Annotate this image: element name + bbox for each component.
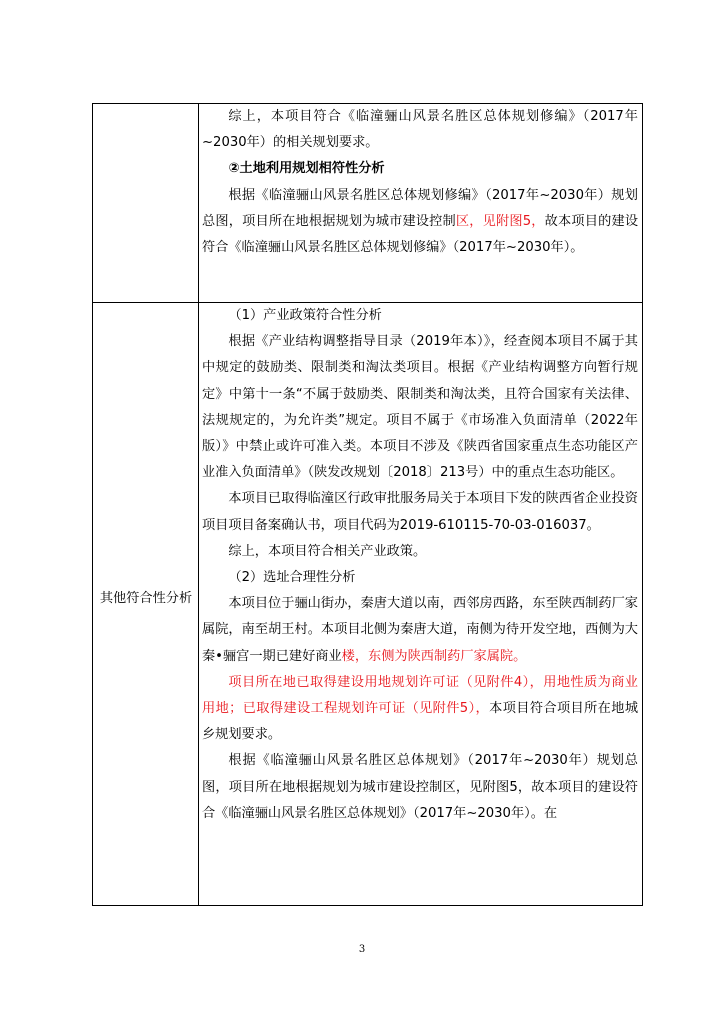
permit-paragraph (202, 670, 638, 749)
table-row-other-compliance (93, 303, 642, 905)
location-text: 本项目位于骊山街办，秦唐大道以南，西邻房西路，东至陕西制药厂家属院，南至胡王村。本项目北侧为秦唐大道，南侧为待开发空地，西侧为大秦•骊宫一期已建好商业 (202, 596, 638, 664)
location-text-highlight: 楼，东侧为陕西制药厂家属院。 (341, 648, 527, 664)
content-cell-land-use (199, 104, 642, 302)
land-use-text-highlight: 区，见附图5， (455, 213, 545, 229)
master-plan-paragraph: 根据《临潼骊山风景名胜区总体规划》（2017年~2030年）规划总图，项目所在地根据规划为城市建设控制区，见附图5，故本项目的建设符合《临潼骊山风景名胜区总体规划》（2017年~2030年）。在 (202, 753, 638, 821)
analysis-table (92, 103, 643, 906)
label-cell-empty (93, 104, 199, 302)
site-selection-heading: （2）选址合理性分析 (228, 570, 356, 586)
page-number: 3 (358, 944, 366, 955)
land-use-text-c: 故本项目的建设符合《临潼骊山风景名胜区总体规划修编》（2017年~2030年）。 (202, 213, 639, 256)
conclusion-paragraph: 综上，本项目符合《临潼骊山风景名胜区总体规划修编》（2017年~2030年）的相关规划要求。 (202, 109, 638, 151)
permit-text: 本项目符合项目所在地城乡规划要求。 (202, 701, 638, 743)
table-row-land-use (93, 104, 642, 303)
land-use-heading: ②土地利用规划相符性分析 (228, 161, 385, 177)
location-paragraph (202, 591, 638, 670)
land-use-text-a: 根据《临潼骊山风景名胜区总体规划修编》（2017年~2030年）规划总图，项目所在地根据规划为城市建设控制 (202, 187, 638, 229)
industry-policy-heading: （1）产业政策符合性分析 (228, 308, 382, 323)
industry-policy-paragraph: 根据《产业结构调整指导目录（2019年本）》，经查阅本项目不属于其中规定的鼓励类、限制类和淘汰类项目。根据《产业结构调整方向暂行规定》中第十一条“不属于鼓励类、限制类和淘汰类，且符合国家有关法律、法规规定的，为允许类”规定。项目不属于《市场准入负面清单（2022年版）》中禁止或许可准入类。本项目不涉及《陕西省国家重点生态功能区产业准入负面清单》（陕发改规划〔2018〕213号）中的重点生态功能区。 (202, 334, 638, 481)
row-label: 其他符合性分析 (99, 591, 193, 606)
permit-text-highlight: 项目所在地已取得建设用地规划许可证（见附件4），用地性质为商业用地；已取得建设工程规划许可证（见附件5）， (202, 674, 638, 717)
project-filing-paragraph: 本项目已取得临潼区行政审批服务局关于本项目下发的陕西省企业投资项目项目备案确认书，项目代码为2019-610115-70-03-016037。 (202, 491, 638, 533)
industry-conclusion-paragraph: 综上，本项目符合相关产业政策。 (228, 543, 427, 559)
label-cell (93, 303, 199, 905)
content-cell-other (199, 303, 642, 905)
land-use-paragraph (202, 183, 638, 262)
